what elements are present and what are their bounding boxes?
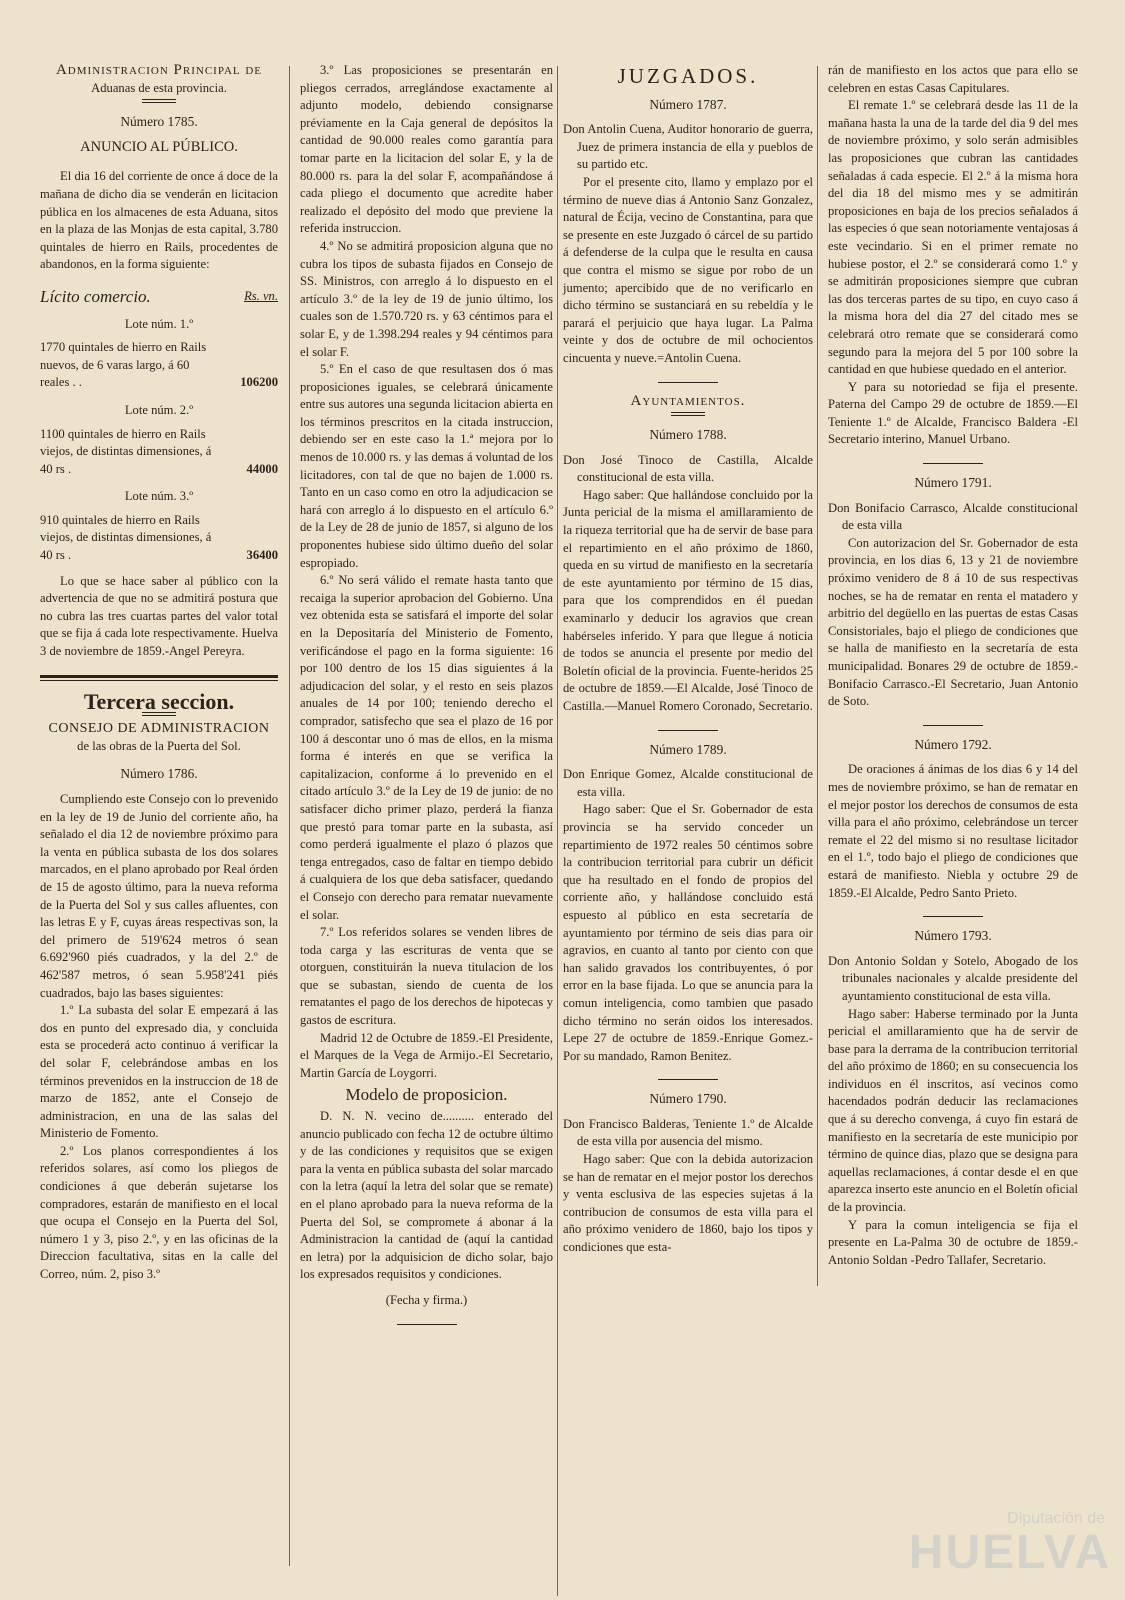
- notice-paragraph: 7.º Los referidos solares se venden libres de toda carga y las escrituras de venta que se otorguen, constituirán la nueva titulacion de los que se subastan, siendo de cuenta de los rematantes el pago de los derechos de hipotecas y gastos de escritura.: [300, 925, 553, 1028]
- lot-description: 1770 quintales de hierro en Rails nuevos, de 6 varas largo, á 60 reales . .: [40, 340, 207, 390]
- column-2: [300, 62, 553, 1335]
- lot-heading: Lote núm. 2.º: [124, 402, 194, 417]
- column-divider: [817, 66, 818, 1286]
- notice-paragraph: Y para la comun inteligencia se fija el presente en La-Palma 30 de octubre de 1859.-Antonio Soldan -Pedro Tallafer, Secretario.: [828, 1217, 1078, 1267]
- notice-paragraph: Hago saber: Haberse terminado por la Junta pericial el amillaramiento que ha de servir de base para la derrama de la contribucion territorial del año próximo de 1860; en su consecuencia los individuos en él inscritos, así vecinos como hacendados podrán deducir las reclamaciones que á su derecho convenga, á cuyo fin estará de manifiesto en la secretaría de este municipio por término de quince dias, plazo que se designa para aquellas reclamaciones, á contar desde el en que aparezca inserto este anuncio en el Boletín oficial de la provincia.: [828, 1006, 1079, 1215]
- lot-description: 910 quintales de hierro en Rails viejos, de distintas dimensiones, á 40 rs .: [40, 512, 212, 563]
- notice-number: Número 1789.: [649, 741, 727, 757]
- notice-paragraph: 2.º Los planos correspondientes á los referidos solares, así como los pliegos de condiciones á que deberán sujetarse los compradores, estarán de manifiesto en el local que ocupa el Consejo en la Puerta del Sol, número 1 y 3, piso 2.º, y en las oficinas de la Direccion facultativa, sitas en la calle del Correo, núm. 2, piso 3.º: [40, 1143, 278, 1282]
- section-rule: [658, 1079, 718, 1080]
- notice-title: ANUNCIO AL PÚBLICO.: [80, 138, 238, 155]
- end-rule: [397, 1324, 457, 1325]
- model-text: D. N. N. vecino de.......... enterado del anuncio publicado con fecha 12 de octubre último y de las condiciones y requisitos que se exigen para la venta en pública subasta del solar marcado con la letra (aquí la letra del solar que se remate) en el plano aprobado para la nueva reforma de la Puerta del Sol, se compromete á abonar á la Administracion la cantidad de (aquí la cantidad en letra) por la adquisicion de dicho solar, bajo los expresados requisitos y condiciones.: [300, 1109, 553, 1282]
- column-divider: [557, 66, 558, 1596]
- notice-paragraph: Hago saber: Que con la debida autorizacion se han de rematar en el mejor postor los derechos y venta esclusiva de las especies sujetas á la contribucion de consumos de esta villa para el año próximo venidero de 1860, bajo los tipos y condiciones que esta-: [563, 1152, 813, 1255]
- notice-heading: Don Bonifacio Carrasco, Alcalde constitucional de esta villa: [828, 500, 1078, 533]
- section-rule: [658, 730, 718, 731]
- section-title: Ayuntamientos.: [630, 392, 746, 409]
- lot-row: [40, 512, 278, 565]
- lot-row: [40, 426, 278, 479]
- watermark-logo: HUELVA: [908, 1526, 1111, 1579]
- notice-paragraph: Por el presente cito, llamo y emplazo por el término de nueve dias á Antonio Sanz Gonzalez, natural de Écija, vecino de Constantina, para que se presente en este Juzgado ó cárcel de su partido á defenderse de la culpa que le resulta en causa que contra el mismo se sigue por robo de un jumento; apercibido que de no verificarlo en dicho término se sustanciará en su rebeldía y le parará el perjuicio que haya lugar. La Palma veinte y dos de octubre de mil ochocientos cincuenta y nueve.=Antolin Cuena.: [563, 174, 813, 365]
- notice-paragraph: 6.º No será válido el remate hasta tanto que recaiga la superior aprobacion del Gobierno. Una vez obtenida esta se satisfará el importe del solar en la Depositaría del Ministerio de Fomento, verificándose el pago en la forma siguiente: 16 por 100 dentro de los 15 dias siguientes á la adjudicacion del solar, y el resto en seis plazos anuales de 14 por 100; teniendo derecho el comprador, satisfecho que sea el plazo de 16 por 100 á descontar uno ó mas de ellos, en la misma forma é interés en que se verifica la capitalizacion, conforme á lo prevenido en el citado artículo 3.º de la Ley de 19 de junio: de no satisfacer dicho primer plazo, perderá la fianza que prestó para tomar parte en la subasta, así como perderá igualmente el plazo ó plazos que tenga entregados, caso de faltar en tiempo debido á cualquiera de los que deba satisfacer, quedando el Consejo con derecho para rematar nuevamente el solar.: [300, 573, 553, 922]
- section-rule: [923, 463, 983, 464]
- column-4: [828, 62, 1078, 1269]
- section-title: Tercera seccion.: [83, 688, 235, 714]
- notice-number: Número 1787.: [649, 96, 727, 112]
- model-signature: (Fecha y firma.): [385, 1292, 468, 1307]
- licito-label: Lícito comercio.: [40, 286, 151, 306]
- notice-heading: Don Francisco Balderas, Teniente 1.º de Alcalde de esta villa por ausencia del mismo.: [563, 1116, 813, 1149]
- notice-paragraph: 4.º No se admitirá proposicion alguna que no cubra los tipos de subasta fijados en Consejo de SS. Ministros, con arreglo á lo dispuesto en el artículo 3.º de la ley de 19 de junio último, los cuales son de 1.570.720 rs. y 63 céntimos para el solar E, y de 1.398.294 reales y 94 céntimos para el solar F.: [300, 238, 553, 359]
- notice-paragraph: Hago saber: Que el Sr. Gobernador de esta provincia se ha servido conceder un repartimiento de 1972 reales 50 céntimos sobre la contribucion territorial para cubrir un déficit que ha resultado en el fondo de propios del corriente año, y hallándose concluido está espuesto al público en esta secretaría de ayuntamiento por término de seis dias para oir agravios, en cuanto al tanto por ciento con que han salido gravados los contribuyentes, ó por error en la base fijada. Lo que se anuncia para la comun inteligencia, como tambien que pasado dicho término no serán oidos los interesados. Lepe 27 de octubre de 1859.-Enrique Gomez.-Por su mandado, Ramon Benitez.: [563, 802, 813, 1063]
- notice-paragraph: De oraciones á ánimas de los dias 6 y 14 del mes de noviembre próximo, se han de rematar en el mejor postor los derechos de consumos de esta villa para el año próximo, celebrándose un tercer remate el 22 del mismo si no resultase licitador en el 1.º, todo bajo el pliego de condiciones que estará de manifiesto. Niebla y octubre 29 de 1859.-El Alcalde, Pedro Santo Prieto.: [828, 762, 1078, 900]
- double-rule: [142, 99, 176, 103]
- price-header: [40, 288, 278, 306]
- notice-heading: Don Antolin Cuena, Auditor honorario de guerra, Juez de primera instancia de ella y pueblos de su partido etc.: [563, 122, 813, 172]
- notice-paragraph: Hago saber: Que hallándose concluido por la Junta pericial de la misma el amillaramiento de la riqueza territorial que ha de servir de base para el repartimiento en el año próximo de 1860, queda en su virtud de manifiesto en la secretaría de este ayuntamiento por término de 15 dias, para que los comprendidos en él puedan examinarlo y deducir los agravios que crean habérseles inferido. Y para que llegue á noticia de todos se anuncia el presente por medio del Boletín oficial de la provincia. Fuente-heridos 25 de octubre de 1859.—El Alcalde, José Tinoco de Castilla.—Manuel Romero Coronado, Secretario.: [563, 487, 813, 713]
- notice-paragraph: Cumpliendo este Consejo con lo prevenido en la ley de 19 de Junio del corriente año, ha señalado el dia 12 de noviembre próximo para la venta en pública subasta de los dos solares marcados, en el plano aprobado por Real órden de 15 de agosto último, para la nueva reforma de la Puerta del Sol y sus calles afluentes, con las letras E y F, cuyas áreas respectivas son, la del primero de 519'624 metros ó sean 6.692'960 piés cuadrados, y la del 2.º de 462'587 metros, ó sean 5.958'241 piés cuadrados, bajo las bases siguientes:: [40, 792, 278, 1000]
- council-title: CONSEJO DE ADMINISTRACION: [48, 721, 270, 737]
- currency-label: Rs. vn.: [244, 288, 278, 303]
- notice-paragraph: 1.º La subasta del solar E empezará á las dos en punto del expresado dia, y concluida esta se procederá acto continuo á verificar la del solar F, celebrándose ambas en los términos prevenidos en la instruccion de 18 de marzo de 1852, ante el Consejo de administracion, en una de las salas del Ministerio de Fomento.: [40, 1003, 278, 1141]
- lot-heading: Lote núm. 3.º: [124, 489, 194, 504]
- section-rule: [923, 916, 983, 917]
- column-divider: [289, 66, 290, 1566]
- notice-heading: Don Enrique Gomez, Alcalde constitucional de esta villa.: [563, 767, 813, 799]
- section-header: Administracion Principal de: [55, 62, 263, 78]
- notice-number: Número 1786.: [120, 766, 198, 782]
- notice-paragraph: Y para su notoriedad se fija el presente. Paterna del Campo 29 de octubre de 1859.—El Teniente 1.º de Alcalde, Francisco Baldera -El Secretario interino, Manuel Urbano.: [828, 379, 1078, 447]
- column-1: [40, 62, 278, 1284]
- lot-description: 1100 quintales de hierro en Rails viejos, de distintas dimensiones, á 40 rs .: [40, 426, 212, 476]
- notice-paragraph: El dia 16 del corriente de once á doce de la mañana de dicho dia se venderán en licitacion pública en los almacenes de esta Aduana, sitos en la plaza de las Monjas de esta capital, 3.780 quintales de hierro en Rails, procedentes de abandonos, en la forma siguiente:: [40, 169, 278, 272]
- notice-paragraph: Lo que se hace saber al público con la advertencia de que no se admitirá postura que no cubra las tres cuartas partes del valor total que se fija á cada lote respectivamente. Huelva 3 de noviembre de 1859.-Angel Pereyra.: [40, 573, 278, 659]
- lot-amount: 36400: [246, 548, 278, 563]
- notice-signature: Madrid 12 de Octubre de 1859.-El Presidente, el Marques de la Vega de Armijo.-El Secretario, Martin García de Loygorri.: [300, 1030, 553, 1080]
- notice-paragraph: El remate 1.º se celebrará desde las 11 de la mañana hasta la una de la tarde del dia 9 del mes de noviembre próximo, y solo serán admisibles las proposiciones que cubran las cantidades señaladas á cada especie. El 2.º á la misma hora del dia 18 del mismo mes y se admitirán proposiciones en baja de los precios señalados á las especies ó que sean notoriamente ventajosas á este vecindario. Si en el primer remate no hubiese postor, el 2.º se considerará como 1.º y se admitirán proposiciones siempre que cubran las dos terceras partes de su tipo, en cuyo caso á la misma hora del dia 27 del citado mes se celebrará otro remate que se considerará como segundo para la mejora del 5 por 100 sobre la cantidad en que hubiese quedado en el anterior.: [828, 98, 1078, 377]
- section-rule: [40, 675, 278, 681]
- notice-number: Número 1785.: [120, 114, 198, 130]
- lot-heading: Lote núm. 1.º: [124, 316, 194, 331]
- notice-paragraph: 3.º Las proposiciones se presentarán en pliegos cerrados, arreglándose exactamente al adjunto modelo, debiendo consignarse préviamente en la Caja general de depósitos la cantidad de 90.000 reales como garantía para tomar parte en la licitacion del solar E, y la de 80.000 rs. para la del solar F, acompañándose á cada pliego el documento que acredite haber realizado el depósito del modo que previene la referida instruccion.: [300, 63, 553, 236]
- notice-number: Número 1790.: [649, 1091, 727, 1107]
- council-subtitle: de las obras de la Puerta del Sol.: [77, 738, 241, 753]
- double-rule: [671, 412, 705, 416]
- lot-amount: 106200: [240, 375, 278, 390]
- notice-heading: Don Antonio Soldan y Sotelo, Abogado de los tribunales nacionales y alcalde presidente del ayuntamiento constitucional de esta villa.: [828, 953, 1078, 1003]
- notice-number: Número 1793.: [914, 928, 992, 944]
- notice-number: Número 1788.: [649, 427, 727, 443]
- lot-amount: 44000: [246, 461, 278, 476]
- column-3: [563, 62, 813, 1257]
- lot-row: [40, 339, 278, 392]
- notice-heading: Don José Tinoco de Castilla, Alcalde constitucional de esta villa.: [563, 452, 813, 485]
- notice-number: Número 1792.: [914, 736, 992, 752]
- notice-paragraph: rán de manifiesto en los actos que para ello se celebren en estas Casas Capitulares.: [828, 63, 1078, 95]
- section-rule: [658, 382, 718, 383]
- notice-paragraph: 5.º En el caso de que resultasen dos ó mas proposiciones iguales, se celebrará únicamente entre sus autores una segunda licitacion abierta en los términos prescritos en la citada instruccion, debiendo ser en este caso la 1.ª mejora por lo menos de 10.000 rs. y las demas á voluntad de los licitadores, con tal de que no bajen de 1.000 rs. Tanto en un caso como en otro la adjudicacion se hará con arreglo á lo dispuesto en el artículo 6.º de la Ley de 28 de junio de 1857, si alguno de los proponentes hubiese sido último dueño del solar espropiado.: [300, 362, 553, 570]
- notice-number: Número 1791.: [914, 475, 992, 491]
- section-title: JUZGADOS.: [617, 64, 759, 88]
- section-rule: [923, 725, 983, 726]
- section-subheader: Aduanas de esta provincia.: [91, 80, 227, 95]
- notice-paragraph: Con autorizacion del Sr. Gobernador de esta provincia, en los dias 6, 13 y 21 de noviembre próximo venidero de 8 á 10 de sus respectivas noches, se ha de rematar en renta el matadero y arbitrio del degüello en las puertas de estas Casas Consistoriales, bajo el pliego de condiciones que se halla de manifiesto en la secretaría de esta municipalidad. Bonares 29 de octubre de 1859.-Bonifacio Carrasco.-El Secretario, Juan Antonio de Soto.: [828, 535, 1078, 709]
- model-title: Modelo de proposicion.: [345, 1085, 508, 1105]
- watermark-subtitle: Diputación de: [1007, 1510, 1105, 1527]
